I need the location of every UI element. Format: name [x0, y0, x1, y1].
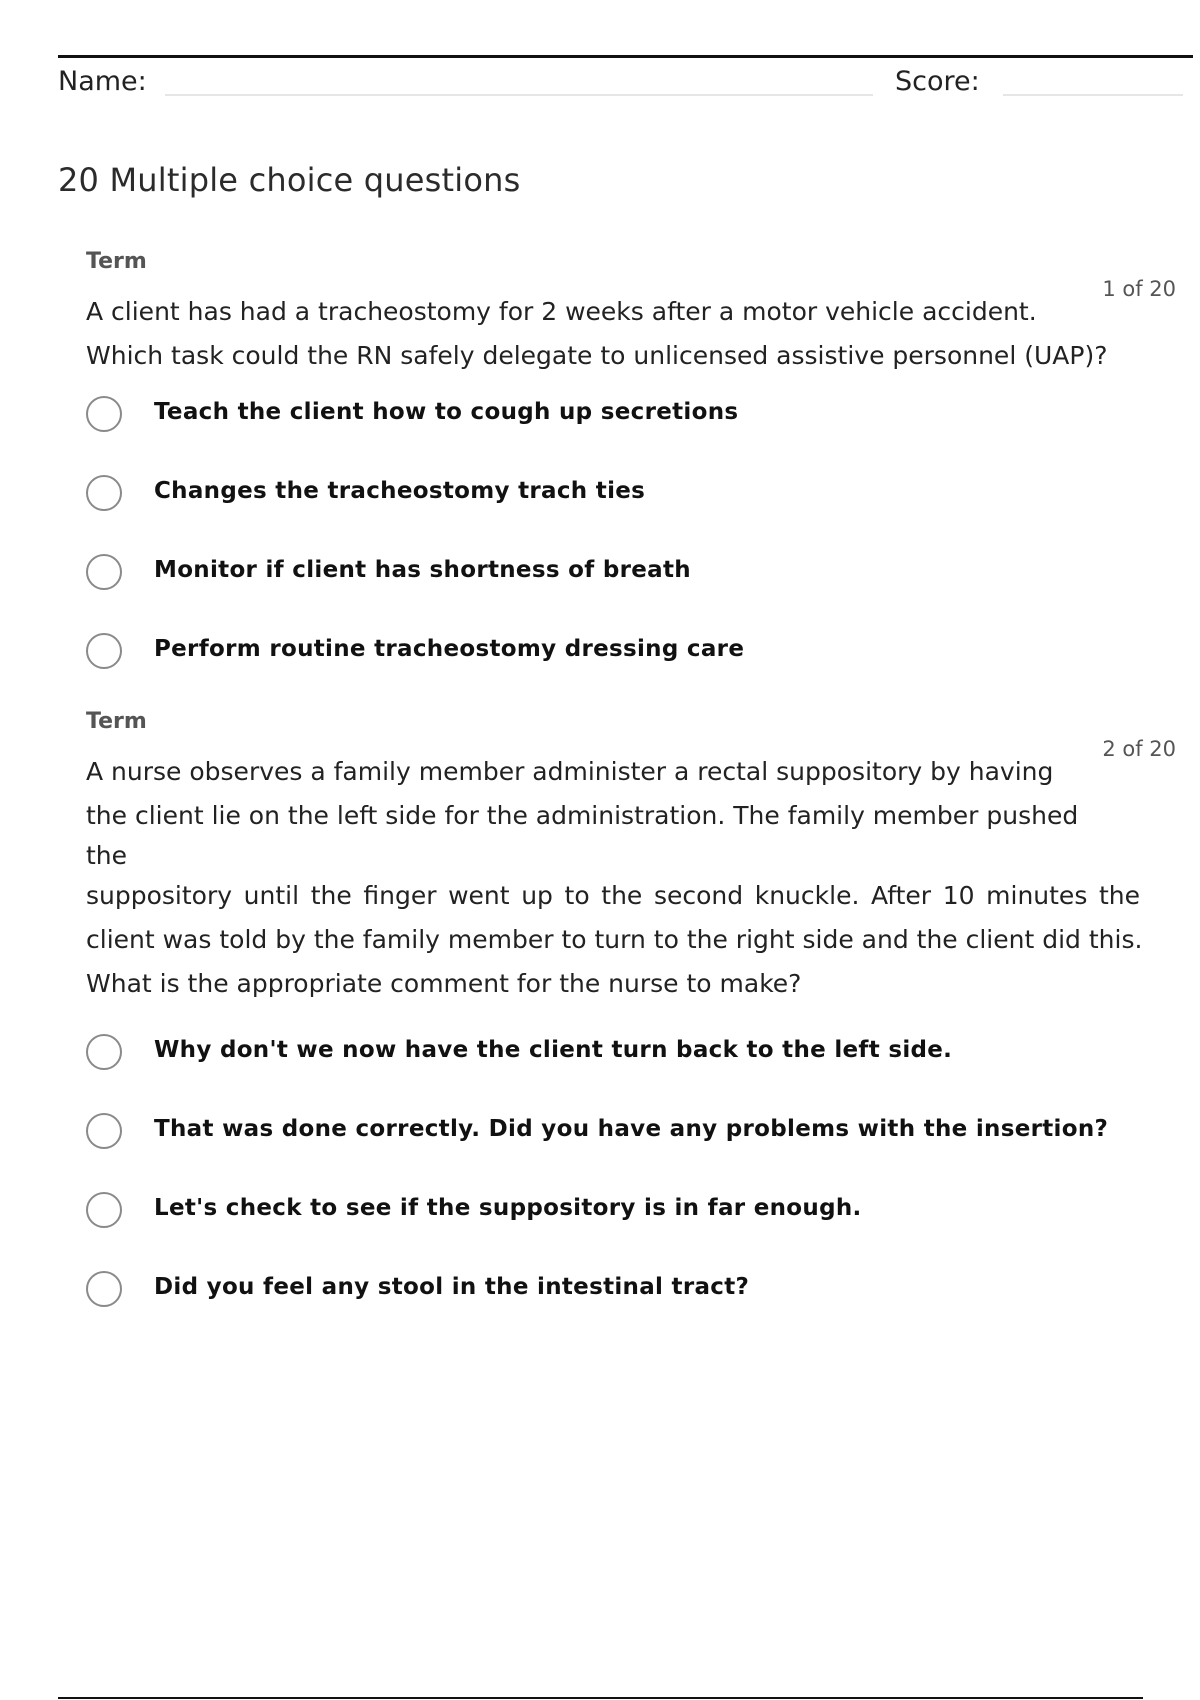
name-label: Name: [58, 66, 147, 97]
radio-button[interactable] [86, 554, 122, 590]
answer-option[interactable] [86, 552, 1186, 631]
score-field[interactable] [1003, 94, 1183, 96]
radio-button[interactable] [86, 1271, 122, 1307]
answer-option[interactable] [86, 473, 1186, 552]
option-label: Monitor if client has shortness of breath [154, 557, 691, 583]
question-prompt [86, 290, 1186, 378]
question-counter: 2 of 20 [1102, 737, 1176, 761]
radio-button[interactable] [86, 475, 122, 511]
answer-option[interactable] [86, 1190, 1186, 1269]
question-1 [86, 248, 1186, 710]
option-label: Why don't we now have the client turn back to the left side. [154, 1037, 953, 1063]
radio-button[interactable] [86, 633, 122, 669]
term-label: Term [86, 709, 147, 734]
term-label: Term [86, 249, 147, 274]
prompt-line: Which task could the RN safely delegate to unlicensed assistive personnel (UAP)? [86, 341, 1108, 370]
answer-option[interactable] [86, 1032, 1186, 1111]
page-title: 20 Multiple choice questions [58, 161, 521, 199]
prompt-line: A client has had a tracheostomy for 2 weeks after a motor vehicle accident. [86, 297, 1037, 326]
question-counter: 1 of 20 [1102, 277, 1176, 301]
question-prompt [86, 750, 1186, 1006]
radio-button[interactable] [86, 1034, 122, 1070]
score-label: Score: [895, 66, 980, 97]
prompt-line: the [86, 841, 128, 870]
option-label: Changes the tracheostomy trach ties [154, 478, 646, 504]
answer-option[interactable] [86, 1269, 1186, 1348]
answer-options [86, 1032, 1186, 1348]
answer-option[interactable] [86, 394, 1186, 473]
prompt-line: What is the appropriate comment for the nurse to make? [86, 969, 802, 998]
prompt-line: the client lie on the left side for the administration. The family member pushed [86, 801, 1079, 830]
answer-option[interactable] [86, 1111, 1186, 1190]
option-label: That was done correctly. Did you have any problems with the insertion? [154, 1116, 1109, 1142]
option-label: Did you feel any stool in the intestinal tract? [154, 1274, 750, 1300]
question-2 [86, 708, 1186, 1348]
answer-option[interactable] [86, 631, 1186, 710]
top-divider [58, 55, 1193, 58]
option-label: Teach the client how to cough up secretions [154, 399, 739, 425]
answer-options [86, 394, 1186, 710]
option-label: Perform routine tracheostomy dressing care [154, 636, 745, 662]
radio-button[interactable] [86, 396, 122, 432]
prompt-line: client was told by the family member to turn to the right side and the client did this. [86, 925, 1143, 954]
prompt-line: A nurse observes a family member administer a rectal suppository by having [86, 757, 1054, 786]
radio-button[interactable] [86, 1113, 122, 1149]
radio-button[interactable] [86, 1192, 122, 1228]
bottom-divider [58, 1697, 1143, 1699]
name-field[interactable] [165, 94, 873, 96]
option-label: Let's check to see if the suppository is in far enough. [154, 1195, 862, 1221]
prompt-line: suppository until the finger went up to the second knuckle. After 10 minutes the [86, 881, 1140, 910]
